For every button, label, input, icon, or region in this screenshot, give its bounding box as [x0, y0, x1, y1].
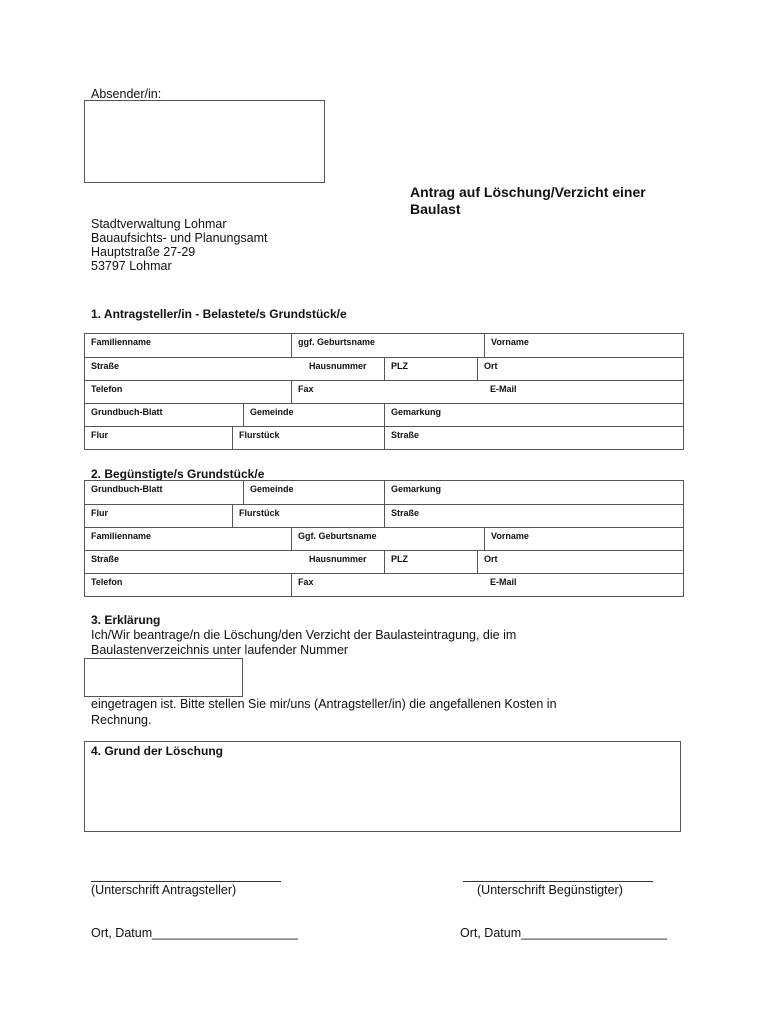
- section3-heading: 3. Erklärung: [91, 613, 161, 627]
- table-row: [85, 380, 683, 403]
- table-row: [85, 426, 683, 449]
- field-geburtsname[interactable]: Ggf. Geburtsname: [291, 528, 484, 550]
- field-fax[interactable]: Fax: [291, 574, 484, 596]
- field-plz[interactable]: PLZ: [384, 551, 477, 573]
- table-row: [85, 527, 683, 550]
- field-flurstueck[interactable]: Flurstück: [232, 505, 384, 527]
- field-vorname[interactable]: Vorname: [484, 528, 683, 550]
- declaration-text-line2: Baulastenverzeichnis unter laufender Nummer: [91, 643, 349, 657]
- signature-caption-applicant: (Unterschrift Antragsteller): [91, 883, 237, 897]
- section4-heading: 4. Grund der Löschung: [91, 744, 224, 758]
- place-date-beneficiary[interactable]: Ort, Datum_____________________: [460, 926, 668, 940]
- field-ort[interactable]: Ort: [477, 358, 683, 380]
- field-flur[interactable]: Flur: [91, 430, 108, 440]
- field-familienname[interactable]: Familienname: [91, 531, 152, 541]
- field-familienname[interactable]: Familienname: [91, 337, 152, 347]
- field-email[interactable]: E-Mail: [490, 577, 517, 587]
- table-row: [85, 357, 683, 380]
- field-vorname[interactable]: Vorname: [484, 334, 683, 357]
- table-row: [85, 334, 683, 357]
- sender-label: Absender/in:: [91, 87, 162, 101]
- field-plz[interactable]: PLZ: [384, 358, 477, 380]
- grund-der-loeschung-box[interactable]: [84, 741, 681, 832]
- signature-line-beneficiary[interactable]: [463, 881, 653, 882]
- recipient-line: 53797 Lohmar: [91, 259, 172, 273]
- recipient-address: [91, 217, 268, 273]
- field-strasse[interactable]: Straße: [91, 554, 120, 564]
- section2-heading: 2. Begünstigte/s Grundstück/e: [91, 467, 265, 481]
- field-grundbuch-blatt[interactable]: Grundbuch-Blatt: [91, 484, 163, 494]
- recipient-line: Stadtverwaltung Lohmar: [91, 217, 227, 231]
- field-flurstueck[interactable]: Flurstück: [232, 427, 384, 449]
- field-fax[interactable]: Fax: [291, 381, 484, 403]
- form-title: [410, 184, 646, 218]
- table-row: [85, 403, 683, 426]
- field-gemarkung[interactable]: Gemarkung: [384, 481, 683, 504]
- signature-caption-beneficiary: (Unterschrift Begünstigter): [477, 883, 623, 897]
- laufende-nummer-input[interactable]: [84, 658, 243, 697]
- field-flur[interactable]: Flur: [91, 508, 108, 518]
- field-strasse-grundstueck[interactable]: Straße: [384, 505, 683, 527]
- declaration-text-line4: Rechnung.: [91, 713, 152, 727]
- section2-table: [84, 480, 684, 597]
- table-row: [85, 573, 683, 596]
- field-ort[interactable]: Ort: [477, 551, 683, 573]
- place-date-applicant[interactable]: Ort, Datum_____________________: [91, 926, 299, 940]
- field-hausnummer[interactable]: Hausnummer: [309, 361, 367, 371]
- form-title-line2: Baulast: [410, 201, 461, 217]
- declaration-text-line3: eingetragen ist. Bitte stellen Sie mir/uns (Antragsteller/in) die angefallenen Kosten in: [91, 697, 557, 711]
- table-row: [85, 550, 683, 573]
- field-strasse-grundstueck[interactable]: Straße: [384, 427, 683, 449]
- signature-line-applicant[interactable]: [91, 881, 281, 882]
- field-gemarkung[interactable]: Gemarkung: [384, 404, 683, 426]
- field-grundbuch-blatt[interactable]: Grundbuch-Blatt: [91, 407, 163, 417]
- field-telefon[interactable]: Telefon: [91, 577, 123, 587]
- declaration-text-line1: Ich/Wir beantrage/n die Löschung/den Verzicht der Baulasteintragung, die im: [91, 628, 517, 642]
- table-row: [85, 504, 683, 527]
- recipient-line: Bauaufsichts- und Planungsamt: [91, 231, 268, 245]
- recipient-line: Hauptstraße 27-29: [91, 245, 196, 259]
- section1-heading: 1. Antragsteller/in - Belastete/s Grundstück/e: [91, 307, 347, 321]
- field-hausnummer[interactable]: Hausnummer: [309, 554, 367, 564]
- field-telefon[interactable]: Telefon: [91, 384, 123, 394]
- form-title-line1: Antrag auf Löschung/Verzicht einer: [410, 184, 646, 200]
- field-strasse[interactable]: Straße: [91, 361, 120, 371]
- field-gemeinde[interactable]: Gemeinde: [243, 404, 384, 426]
- field-email[interactable]: E-Mail: [490, 384, 517, 394]
- field-gemeinde[interactable]: Gemeinde: [243, 481, 384, 504]
- field-geburtsname[interactable]: ggf. Geburtsname: [291, 334, 484, 357]
- table-row: [85, 481, 683, 504]
- section1-table: [84, 333, 684, 450]
- sender-input-box[interactable]: [84, 100, 325, 183]
